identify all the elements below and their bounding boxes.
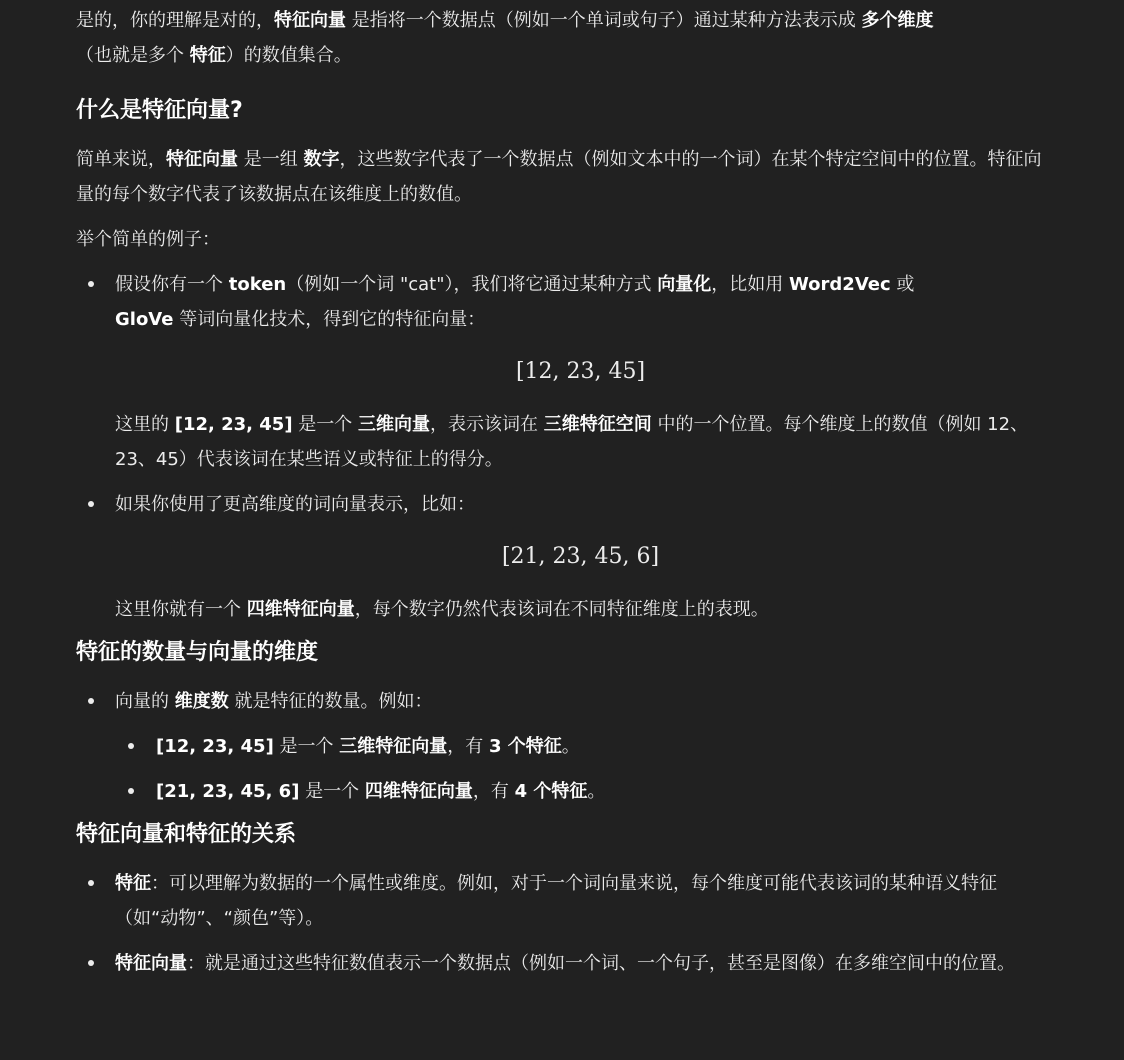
bold-text: 特征 bbox=[189, 45, 226, 66]
text: 就是特征的数量。例如： bbox=[228, 691, 433, 712]
text: 是一个 bbox=[273, 736, 340, 757]
text: ，表示该词在 bbox=[430, 414, 544, 435]
bold-text: 特征向量 bbox=[166, 149, 238, 170]
bold-text: 维度数 bbox=[174, 691, 229, 712]
text: 是指将一个数据点（例如一个单词或句子）通过某种方法表示成 bbox=[346, 10, 862, 31]
text: ，这些数字代表了一个数据点（例如文本中的一个词）在某个特定空间中的位置。特征向量的每个数字代表了该数据点在该维度上的数值。 bbox=[76, 149, 1042, 205]
text: 是一个 bbox=[299, 781, 365, 802]
text: 这里的 bbox=[115, 414, 175, 435]
list-item-text bbox=[115, 946, 1046, 981]
bold-text: 三维特征向量 bbox=[339, 736, 448, 757]
list-item-text bbox=[115, 684, 1046, 719]
list-item-text bbox=[156, 774, 1046, 809]
list-item bbox=[76, 684, 1046, 809]
bold-text: 特征 bbox=[115, 873, 151, 894]
list-item bbox=[76, 946, 1046, 981]
list-item bbox=[76, 487, 1046, 627]
text: 中的一个位置。每个维度上的数值（例如 12、23、45）代表该词在某些语义或特征上的得分。 bbox=[115, 414, 1029, 470]
bold-text: [12, 23, 45] bbox=[156, 736, 274, 757]
list-item-explanation bbox=[115, 592, 1046, 627]
section-heading-feature-vector-relation: 特征向量和特征的关系 bbox=[76, 822, 297, 847]
text: 简单来说， bbox=[76, 149, 166, 170]
bold-text: 四维特征向量 bbox=[246, 599, 355, 620]
bold-text: 特征向量 bbox=[274, 10, 346, 31]
math-vector-display: [12, 23, 45] bbox=[515, 359, 646, 384]
text: ：可以理解为数据的一个属性或维度。例如，对于一个词向量来说，每个维度可能代表该词的某种语义特征（如“动物”、“颜色”等）。 bbox=[115, 873, 997, 929]
list-item bbox=[76, 866, 1046, 936]
section-heading-what-is-feature-vector: 什么是特征向量? bbox=[76, 98, 243, 123]
bold-text: token bbox=[228, 274, 287, 295]
example-intro-paragraph: 举个简单的例子： bbox=[76, 229, 220, 250]
bold-text: [12, 23, 45] bbox=[174, 414, 293, 435]
text: ，比如用 bbox=[711, 274, 789, 295]
text: ）的数值集合。 bbox=[225, 45, 352, 66]
text: （也就是多个 bbox=[76, 45, 190, 66]
bold-text: [21, 23, 45, 6] bbox=[156, 781, 300, 802]
text: ，每个数字仍然代表该词在不同特征维度上的表现。 bbox=[354, 599, 769, 620]
text: 假设你有一个 bbox=[115, 274, 229, 295]
section-heading-feature-count-and-dimension: 特征的数量与向量的维度 bbox=[76, 640, 319, 665]
text: 是一个 bbox=[292, 414, 358, 435]
nested-list bbox=[115, 729, 1046, 809]
bold-text: 三维特征空间 bbox=[543, 414, 652, 435]
list-item-explanation bbox=[115, 407, 1046, 477]
chat-message-content bbox=[76, 3, 1046, 981]
bold-text: 特征向量 bbox=[115, 953, 187, 974]
text: 或 bbox=[890, 274, 915, 295]
relation-list bbox=[76, 866, 1046, 981]
bold-text: 3 个特征 bbox=[489, 736, 562, 757]
bold-text: 三维向量 bbox=[358, 414, 430, 435]
text: 。 bbox=[561, 736, 580, 757]
text: 是一组 bbox=[238, 149, 304, 170]
dimension-list bbox=[76, 684, 1046, 809]
list-item bbox=[115, 729, 1046, 764]
text: 等词向量化技术，得到它的特征向量： bbox=[173, 309, 486, 330]
bold-text: 4 个特征 bbox=[514, 781, 588, 802]
bold-text: 多个维度 bbox=[861, 10, 934, 31]
list-item-text bbox=[115, 267, 1046, 337]
text: 向量的 bbox=[115, 691, 175, 712]
definition-paragraph bbox=[76, 142, 1046, 212]
bold-text: 数字 bbox=[303, 149, 340, 170]
text: ：就是通过这些特征数值表示一个数据点（例如一个词、一个句子，甚至是图像）在多维空间中的位置。 bbox=[187, 953, 1015, 974]
bold-text: Word2Vec bbox=[788, 274, 891, 295]
list-item-text bbox=[156, 729, 1046, 764]
list-item bbox=[115, 774, 1046, 809]
text: ，有 bbox=[447, 736, 489, 757]
bold-text: GloVe bbox=[115, 309, 174, 330]
text: （例如一个词 "cat"），我们将它通过某种方式 bbox=[286, 274, 658, 295]
list-item-text: 如果你使用了更高维度的词向量表示，比如： bbox=[115, 494, 475, 515]
text: 。 bbox=[587, 781, 606, 802]
bold-text: 向量化 bbox=[657, 274, 712, 295]
text: ，有 bbox=[472, 781, 515, 802]
text: 是的，你的理解是对的， bbox=[76, 10, 274, 31]
example-list bbox=[76, 267, 1046, 627]
list-item bbox=[76, 267, 1046, 477]
text: 这里你就有一个 bbox=[115, 599, 247, 620]
list-item-text bbox=[115, 866, 1046, 936]
math-vector-display: [21, 23, 45, 6] bbox=[501, 544, 660, 569]
bold-text: 四维特征向量 bbox=[364, 781, 473, 802]
intro-paragraph bbox=[76, 3, 1046, 73]
